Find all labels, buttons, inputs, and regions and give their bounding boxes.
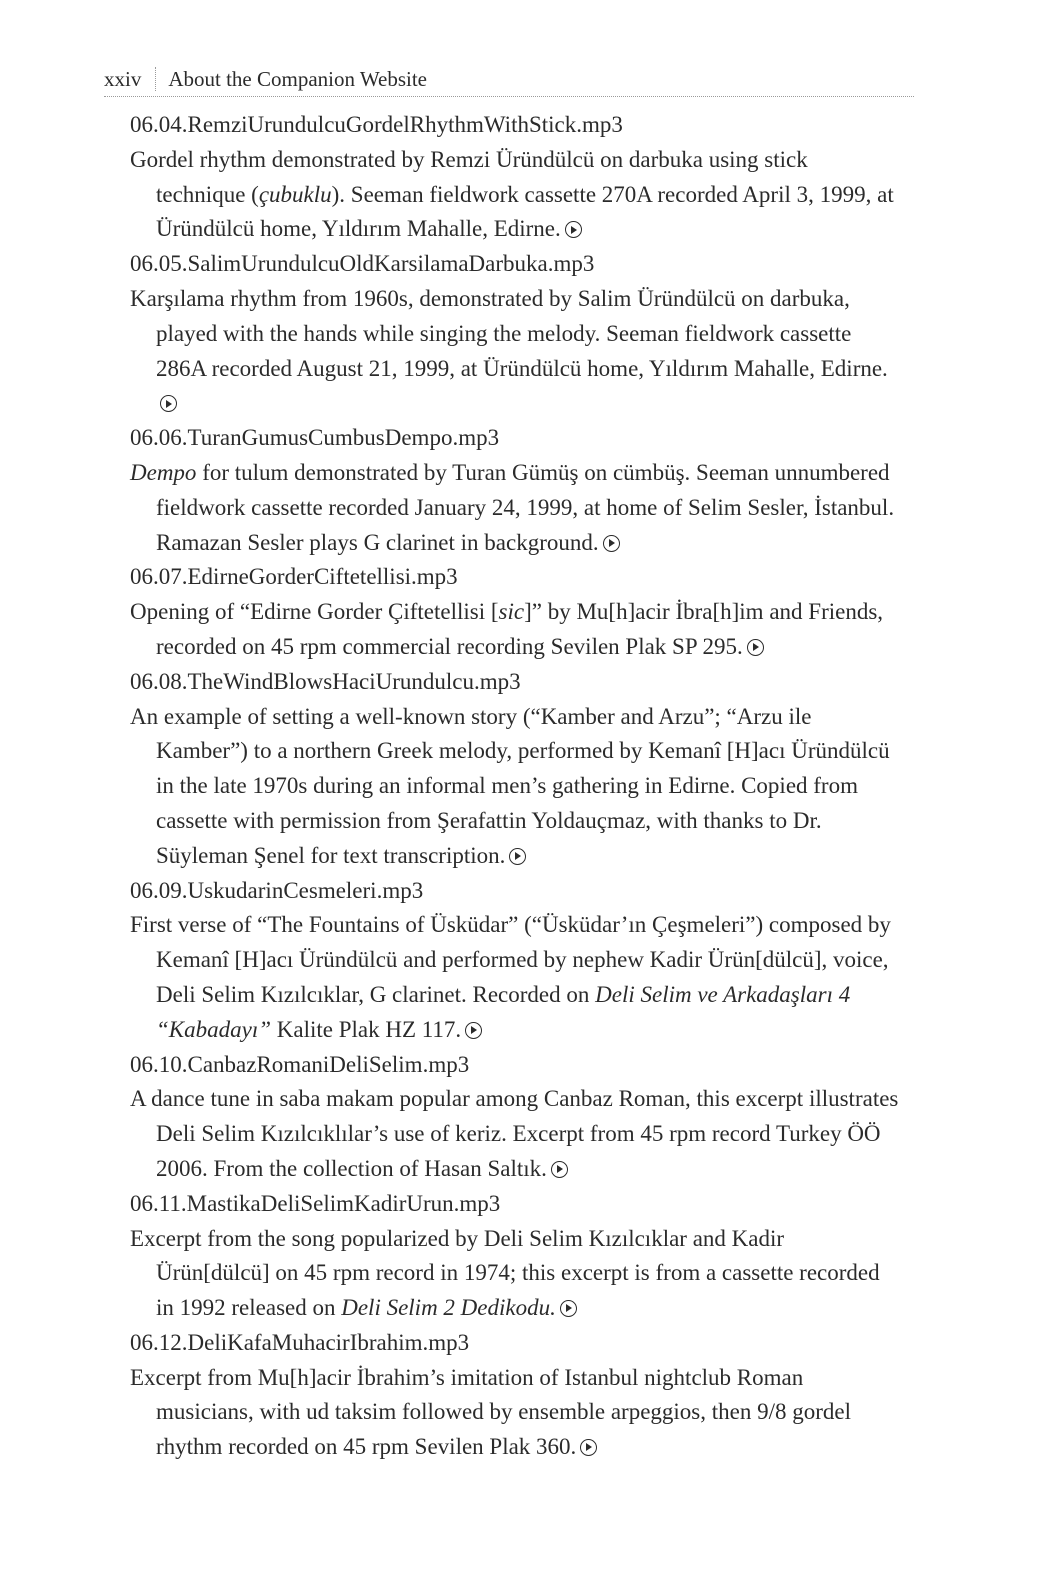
play-circle-icon[interactable] — [509, 848, 526, 865]
track-description — [130, 595, 900, 665]
track-description-text: Karşılama rhythm from 1960s, demonstrated by Salim Üründülcü on darbuka, played with the hands while singing the melody. Seeman fieldwork cassette 286A recorded August 21, 1999, at Üründülcü home, Yıldırım Mahalle, Edirne. — [130, 285, 888, 381]
page-number: xxiv — [104, 67, 156, 91]
track-description-italic: sic — [498, 599, 525, 625]
track-description — [130, 143, 900, 247]
track-filename: 06.05.SalimUrundulcuOldKarsilamaDarbuka.mp3 — [130, 251, 595, 277]
track-description — [130, 1082, 900, 1186]
track-description — [130, 1361, 900, 1465]
play-circle-icon[interactable] — [603, 535, 620, 552]
track-description-italic: Dempo — [130, 459, 197, 485]
track-description-text: Kalite Plak HZ 117. — [271, 1016, 462, 1042]
play-circle-icon[interactable] — [560, 1300, 577, 1317]
track-filename: 06.10.CanbazRomaniDeliSelim.mp3 — [130, 1051, 470, 1077]
track-description — [130, 908, 900, 1047]
track-description-italic: Deli Selim ve Arkadaşları 4 “Kabadayı” — [156, 981, 851, 1042]
track-description — [130, 700, 900, 874]
track-filename: 06.04.RemziUrundulcuGordelRhythmWithStick.mp3 — [130, 112, 623, 137]
play-circle-icon[interactable] — [551, 1161, 568, 1178]
track-description-text: An example of setting a well-known story (“Kamber and Arzu”; “Arzu ile Kamber”) to a northern Greek melody, performed by Kemanî [H]acı Üründülcü in the late 1970s during an informal men’s gathering in Edirne. Copied from cassette with permission from Şerafattin Yoldauçmaz, with thanks to Dr. Süyleman Şenel for text transcription. — [130, 703, 890, 868]
play-circle-icon[interactable] — [465, 1022, 482, 1039]
track-description-text: ). Seeman fieldwork cassette 270A recorded April 3, 1999, at Üründülcü home, Yıldırım Mahalle, Edirne. — [156, 181, 894, 242]
play-circle-icon[interactable] — [160, 395, 177, 412]
track-filename: 06.09.UskudarinCesmeleri.mp3 — [130, 877, 424, 903]
track-description-text: ]” by Mu[h]acir İbra[h]im and Friends, recorded on 45 rpm commercial recording Sevilen Plak SP 295. — [156, 599, 884, 659]
track-description-text: A dance tune in saba makam popular among Canbaz Roman, this excerpt illustrates Deli Selim Kızılcıklılar’s use of keriz. Excerpt from 45 rpm record Turkey ÖÖ 2006. From the collection of Hasan Saltık. — [130, 1086, 899, 1181]
track-description-italic: çubuklu — [258, 181, 332, 207]
play-circle-icon[interactable] — [747, 639, 764, 656]
play-circle-icon[interactable] — [565, 221, 582, 238]
track-description-text: Gordel rhythm demonstrated by Remzi Üründülcü on darbuka using stick technique ( — [130, 146, 808, 207]
track-description — [130, 456, 900, 560]
track-description-text: for tulum demonstrated by Turan Gümüş on cümbüş. Seeman unnumbered fieldwork cassette recorded January 24, 1999, at home of Selim Sesler, İstanbul. Ramazan Sesler plays G clarinet in background. — [156, 459, 895, 555]
running-head-title: About the Companion Website — [168, 67, 427, 91]
play-circle-icon[interactable] — [580, 1439, 597, 1456]
track-description-text: Excerpt from Mu[h]acir İbrahim’s imitation of Istanbul nightclub Roman musicians, with ud taksim followed by ensemble arpeggios, then 9/8 gordel rhythm recorded on 45 rpm Sevilen Plak 360. — [130, 1364, 851, 1460]
track-filename: 06.06.TuranGumusCumbusDempo.mp3 — [130, 425, 500, 451]
track-description-text: First verse of “The Fountains of Üsküdar” (“Üsküdar’ın Çeşmeleri”) composed by Kemanî [H]acı Üründülcü and performed by nephew Kadir Ürün[dülcü], voice, Deli Selim Kızılcıklar, G clarinet. Recorded on — [130, 912, 891, 1007]
running-head — [104, 62, 914, 97]
track-description-text: Opening of “Edirne Gorder Çiftetellisi [ — [130, 599, 499, 625]
track-filename: 06.11.MastikaDeliSelimKadirUrun.mp3 — [130, 1190, 501, 1216]
track-filename: 06.08.TheWindBlowsHaciUrundulcu.mp3 — [130, 668, 521, 694]
track-description-italic: Deli Selim 2 Dedikodu. — [341, 1295, 556, 1321]
track-filename: 06.07.EdirneGorderCiftetellisi.mp3 — [130, 564, 458, 590]
track-description — [130, 1222, 900, 1326]
track-filename: 06.12.DeliKafaMuhacirIbrahim.mp3 — [130, 1329, 470, 1355]
audio-track-list — [130, 108, 900, 1465]
track-description — [130, 282, 900, 421]
track-description-text: Excerpt from the song popularized by Deli Selim Kızılcıklar and Kadir Ürün[dülcü] on 45 rpm record in 1974; this excerpt is from a cassette recorded in 1992 released on — [130, 1225, 880, 1321]
